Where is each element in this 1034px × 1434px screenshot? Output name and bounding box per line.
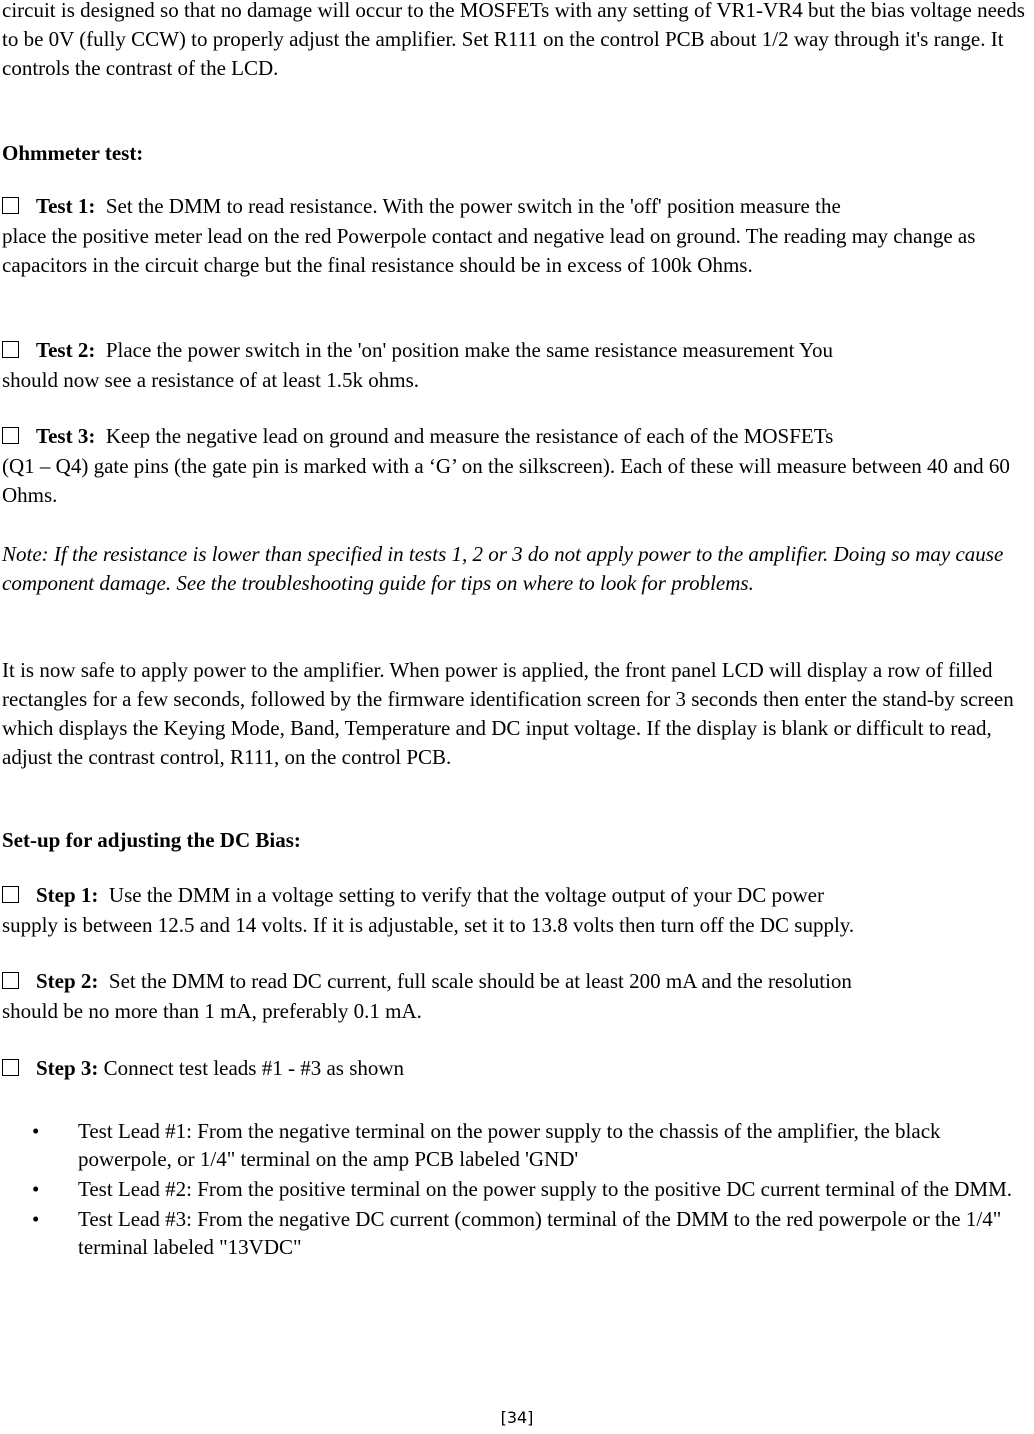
test-2-item [2,334,1034,395]
checkbox-icon[interactable] [2,886,19,903]
setup-heading: Set-up for adjusting the DC Bias: [2,828,301,852]
power-on-paragraph: It is now safe to apply power to the amplifier. When power is applied, the front panel LCD will display a row of filled rectangles for a few seconds, followed by the firmware identification screen for 3 seconds then enter the stand-by screen which displays the Keying Mode, Band, Temperature and DC input voltage. If the display is blank or difficult to read, adjust the contrast control, R111, on the control PCB. [2,658,1014,769]
page-number: [34] [500,1408,534,1427]
test-leads-list [2,1117,1034,1263]
test-lead-2: Test Lead #2: From the positive terminal on the power supply to the positive DC current terminal of the DMM. [78,1177,1013,1201]
bullet-icon: • [32,1119,40,1143]
step-3-label: Step 3: [36,1056,99,1080]
test-1-label: Test 1: [36,194,96,218]
warning-note: Note: If the resistance is lower than specified in tests 1, 2 or 3 do not apply power to the amplifier. Doing so may cause component damage. See the troubleshooting guide for tips on where to look for problems. [2,542,1004,595]
test-2-text: should now see a resistance of at least 1.5k ohms. [2,368,419,392]
step-1-first-line: Use the DMM in a voltage setting to verify that the voltage output of your DC power [108,883,824,907]
list-item [2,1117,1034,1173]
step-2-item [2,965,1034,1026]
checkbox-icon[interactable] [2,197,19,214]
step-3-item [2,1052,1034,1084]
checkbox-icon[interactable] [2,972,19,989]
test-3-label: Test 3: [36,424,96,448]
step-1-item [2,879,1034,940]
list-item [2,1205,1034,1261]
test-3-first-line: Keep the negative lead on ground and measure the resistance of each of the MOSFETs [105,424,834,448]
test-3-text: (Q1 – Q4) gate pins (the gate pin is marked with a ‘G’ on the silkscreen). Each of these will measure between 40 and 60 Ohms. [2,454,1010,507]
step-1-text: supply is between 12.5 and 14 volts. If it is adjustable, set it to 13.8 volts then turn off the DC supply. [2,913,855,937]
test-1-first-line: Set the DMM to read resistance. With the power switch in the 'off' position measure the [105,194,841,218]
checkbox-icon[interactable] [2,341,19,358]
bullet-icon: • [32,1177,40,1201]
test-2-first-line: Place the power switch in the 'on' position make the same resistance measurement You [105,338,834,362]
test-1-text: place the positive meter lead on the red Powerpole contact and negative lead on ground. The reading may change as capacitors in the circuit charge but the final resistance should be in excess of 100k Ohms. [2,224,976,277]
test-lead-1: Test Lead #1: From the negative terminal on the power supply to the chassis of the amplifier, the black powerpole, or 1/4" terminal on the amp PCB labeled 'GND' [78,1119,941,1171]
checkbox-icon[interactable] [2,1059,19,1076]
step-2-first-line: Set the DMM to read DC current, full scale should be at least 200 mA and the resolution [108,969,852,993]
test-2-label: Test 2: [36,338,96,362]
test-lead-3: Test Lead #3: From the negative DC current (common) terminal of the DMM to the red powerpole or the 1/4" terminal labeled "13VDC" [78,1207,1002,1259]
step-2-label: Step 2: [36,969,99,993]
step-2-text: should be no more than 1 mA, preferably 0.1 mA. [2,999,422,1023]
step-3-first-line: Connect test leads #1 - #3 as shown [103,1056,405,1080]
intro-paragraph: circuit is designed so that no damage will occur to the MOSFETs with any setting of VR1-VR4 but the bias voltage needs to be 0V (fully CCW) to properly adjust the amplifier. Set R111 on the control PCB about 1/2 way through it's range. It controls the contrast of the LCD. [2,0,1025,80]
bullet-icon: • [32,1207,40,1231]
list-item [2,1175,1034,1203]
test-3-item [2,420,1034,510]
step-1-label: Step 1: [36,883,99,907]
checkbox-icon[interactable] [2,427,19,444]
ohmmeter-heading: Ohmmeter test: [2,141,144,165]
test-1-item [2,190,1034,280]
